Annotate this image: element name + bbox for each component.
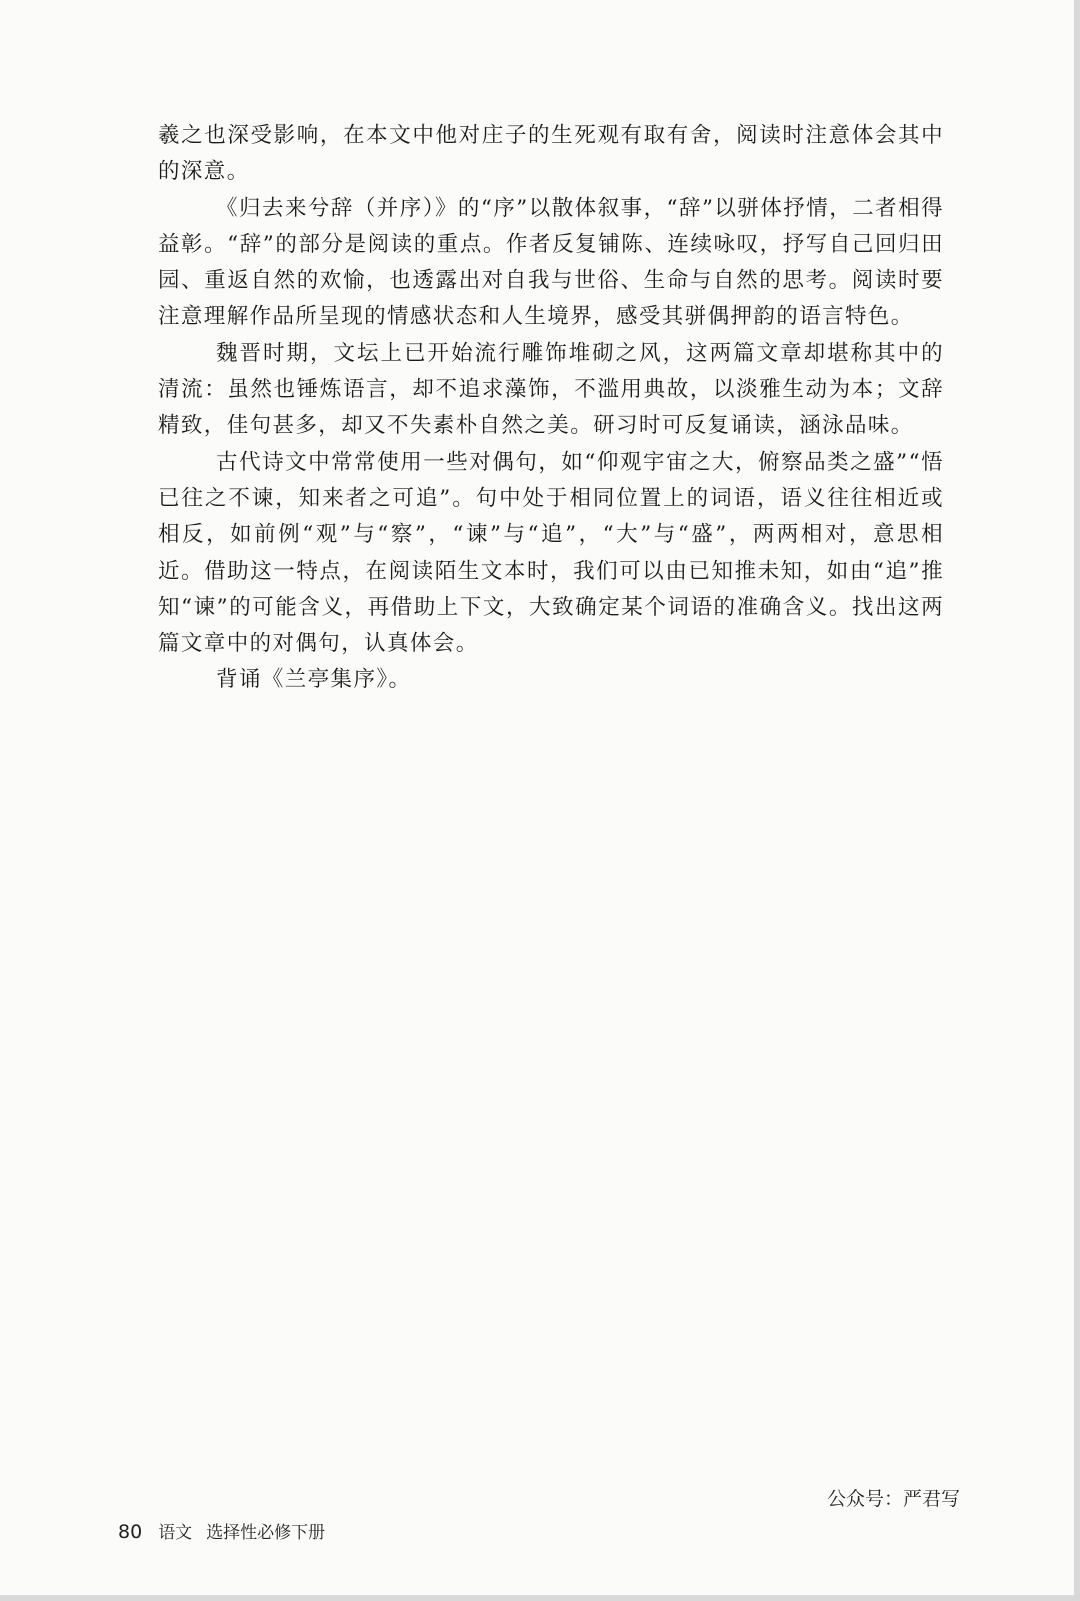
paragraph-weijin-style: 魏晋时期，文坛上已开始流行雕饰堆砌之风，这两篇文章却堪称其中的清流：虽然也锤炼语言，却不追求藻饰，不滥用典故，以淡雅生动为本；文辞精致，佳句甚多，却又不失素朴自然之美。研习时可反复诵读，涵泳品味。 [158, 340, 944, 439]
paragraph-recite: 背诵《兰亭集序》。 [216, 667, 412, 693]
page-footer [118, 1518, 325, 1543]
paragraph-parallel-sentences: 古代诗文中常常使用一些对偶句，如“仰观宇宙之大，俯察品类之盛”“悟已往之不谏，知来者之可追”。句中处于相同位置上的词语，语义往往相近或相反，如前例“观”与“察”，“谏”与“追”，“大”与“盛”，两两相对，意思相近。借助这一特点，在阅读陌生文本时，我们可以由已知推未知，如由“追”推知“谏”的可能含义，再借助上下文，大致确定某个词语的准确含义。找出这两篇文章中的对偶句，认真体会。 [158, 449, 944, 657]
book-title: 选择性必修下册 [206, 1523, 326, 1543]
watermark-text: 公众号：严君写 [826, 1488, 960, 1510]
paragraph-continuation: 羲之也深受影响，在本文中他对庄子的生死观有取有舍，阅读时注意体会其中的深意。 [158, 123, 944, 185]
book-subject: 语文 [158, 1523, 193, 1543]
page-number: 80 [118, 1521, 143, 1543]
paragraph-guiqulai: 《归去来兮辞（并序）》的“序”以散体叙事，“辞”以骈体抒情，二者相得益彰。“辞”的部分是阅读的重点。作者反复铺陈、连续咏叹，抒写自己回归田园、重返自然的欢愉，也透露出对自我与世俗、生命与自然的思考。阅读时要注意理解作品所呈现的情感状态和人生境界，感受其骈偶押韵的语言特色。 [158, 195, 944, 330]
body-text [158, 118, 944, 699]
